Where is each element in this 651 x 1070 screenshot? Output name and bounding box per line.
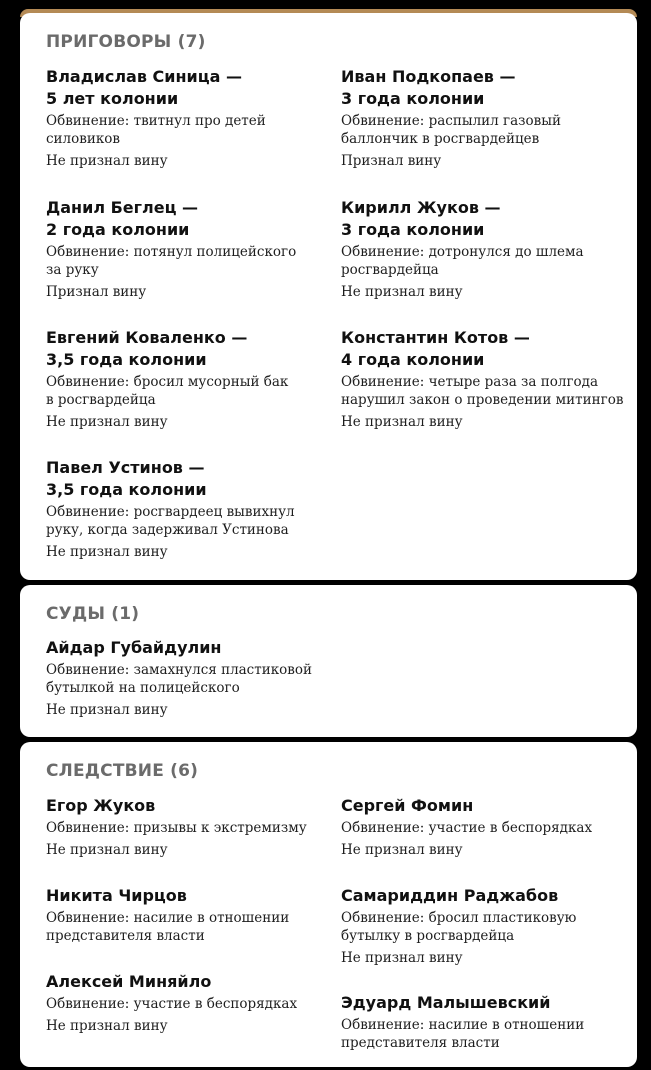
- charge-text: Обвинение: участие в беспорядках: [46, 996, 298, 1012]
- charge-text: Обвинение: участие в беспорядках: [341, 820, 593, 836]
- person-name: Айдар Губайдулин: [46, 638, 222, 657]
- charge-text: Обвинение: росгвардеец вывихнул руку, когда задерживал Устинова: [46, 504, 295, 538]
- courts-card: [20, 585, 637, 737]
- charge-text: Обвинение: насилие в отношении представителя власти: [46, 910, 290, 944]
- entry-card: [341, 885, 626, 967]
- charge-text: Обвинение: замахнулся пластиковой бутылкой на полицейского: [46, 662, 313, 696]
- sentence-term: 2 года колонии: [46, 220, 190, 239]
- person-name: Данил Беглец —: [46, 198, 199, 217]
- sentence-term: 3,5 года колонии: [46, 480, 207, 499]
- person-name: Владислав Синица —: [46, 67, 242, 86]
- sentence-term: 4 года колонии: [341, 350, 485, 369]
- plea-text: Не признал вину: [341, 284, 463, 300]
- plea-text: Признал вину: [46, 284, 147, 300]
- plea-text: Не признал вину: [46, 153, 168, 169]
- person-name: Сергей Фомин: [341, 796, 474, 815]
- charge-text: Обвинение: распылил газовый баллончик в росгвардейцев: [341, 113, 561, 147]
- person-name: Евгений Коваленко —: [46, 328, 248, 347]
- sentence-term: 3 года колонии: [341, 220, 485, 239]
- person-name: Егор Жуков: [46, 796, 156, 815]
- sentences-card: [20, 13, 637, 580]
- charge-text: Обвинение: потянул полицейского за руку: [46, 244, 297, 278]
- charge-text: Обвинение: четыре раза за полгода нарушил закон о проведении митингов: [341, 374, 624, 408]
- entry-card: [46, 795, 331, 859]
- entry-card: [341, 992, 626, 1052]
- charge-text: Обвинение: бросил пластиковую бутылку в росгвардейца: [341, 910, 577, 944]
- entry-card: [341, 795, 626, 859]
- person-name: Кирилл Жуков —: [341, 198, 501, 217]
- plea-text: Не признал вину: [46, 842, 168, 858]
- entry-card: [341, 327, 631, 431]
- entry-card: [46, 197, 331, 301]
- plea-text: Не признал вину: [46, 414, 168, 430]
- person-name: Самариддин Раджабов: [341, 886, 559, 905]
- sentence-term: 3,5 года колонии: [46, 350, 207, 369]
- plea-text: Признал вину: [341, 153, 442, 169]
- plea-text: Не признал вину: [46, 702, 168, 718]
- plea-text: Не признал вину: [46, 544, 168, 560]
- plea-text: Не признал вину: [341, 842, 463, 858]
- section-title: СЛЕДСТВИЕ (6): [46, 761, 199, 781]
- plea-text: Не признал вину: [341, 950, 463, 966]
- person-name: Иван Подкопаев —: [341, 67, 516, 86]
- charge-text: Обвинение: призывы к экстремизму: [46, 820, 307, 836]
- sentence-term: 5 лет колонии: [46, 89, 179, 108]
- charge-text: Обвинение: дотронулся до шлема росгвардейца: [341, 244, 584, 278]
- sentence-term: 3 года колонии: [341, 89, 485, 108]
- entry-card: [46, 327, 331, 431]
- section-title: ПРИГОВОРЫ (7): [46, 32, 206, 52]
- charge-text: Обвинение: твитнул про детей силовиков: [46, 113, 266, 147]
- plea-text: Не признал вину: [46, 1018, 168, 1034]
- entry-card: [46, 971, 331, 1035]
- person-name: Никита Чирцов: [46, 886, 187, 905]
- person-name: Алексей Миняйло: [46, 972, 212, 991]
- charge-text: Обвинение: насилие в отношении представителя власти: [341, 1017, 585, 1051]
- section-title: СУДЫ (1): [46, 604, 140, 624]
- entry-card: [46, 885, 331, 945]
- charge-text: Обвинение: бросил мусорный бак в росгвардейца: [46, 374, 289, 408]
- plea-text: Не признал вину: [341, 414, 463, 430]
- entry-card: [341, 197, 626, 301]
- person-name: Константин Котов —: [341, 328, 530, 347]
- person-name: Павел Устинов —: [46, 458, 205, 477]
- entry-card: [341, 66, 626, 170]
- entry-card: [46, 66, 331, 170]
- entry-card: [46, 457, 331, 561]
- investigation-card: [20, 742, 637, 1067]
- entry-card: [46, 637, 331, 719]
- person-name: Эдуард Малышевский: [341, 993, 551, 1012]
